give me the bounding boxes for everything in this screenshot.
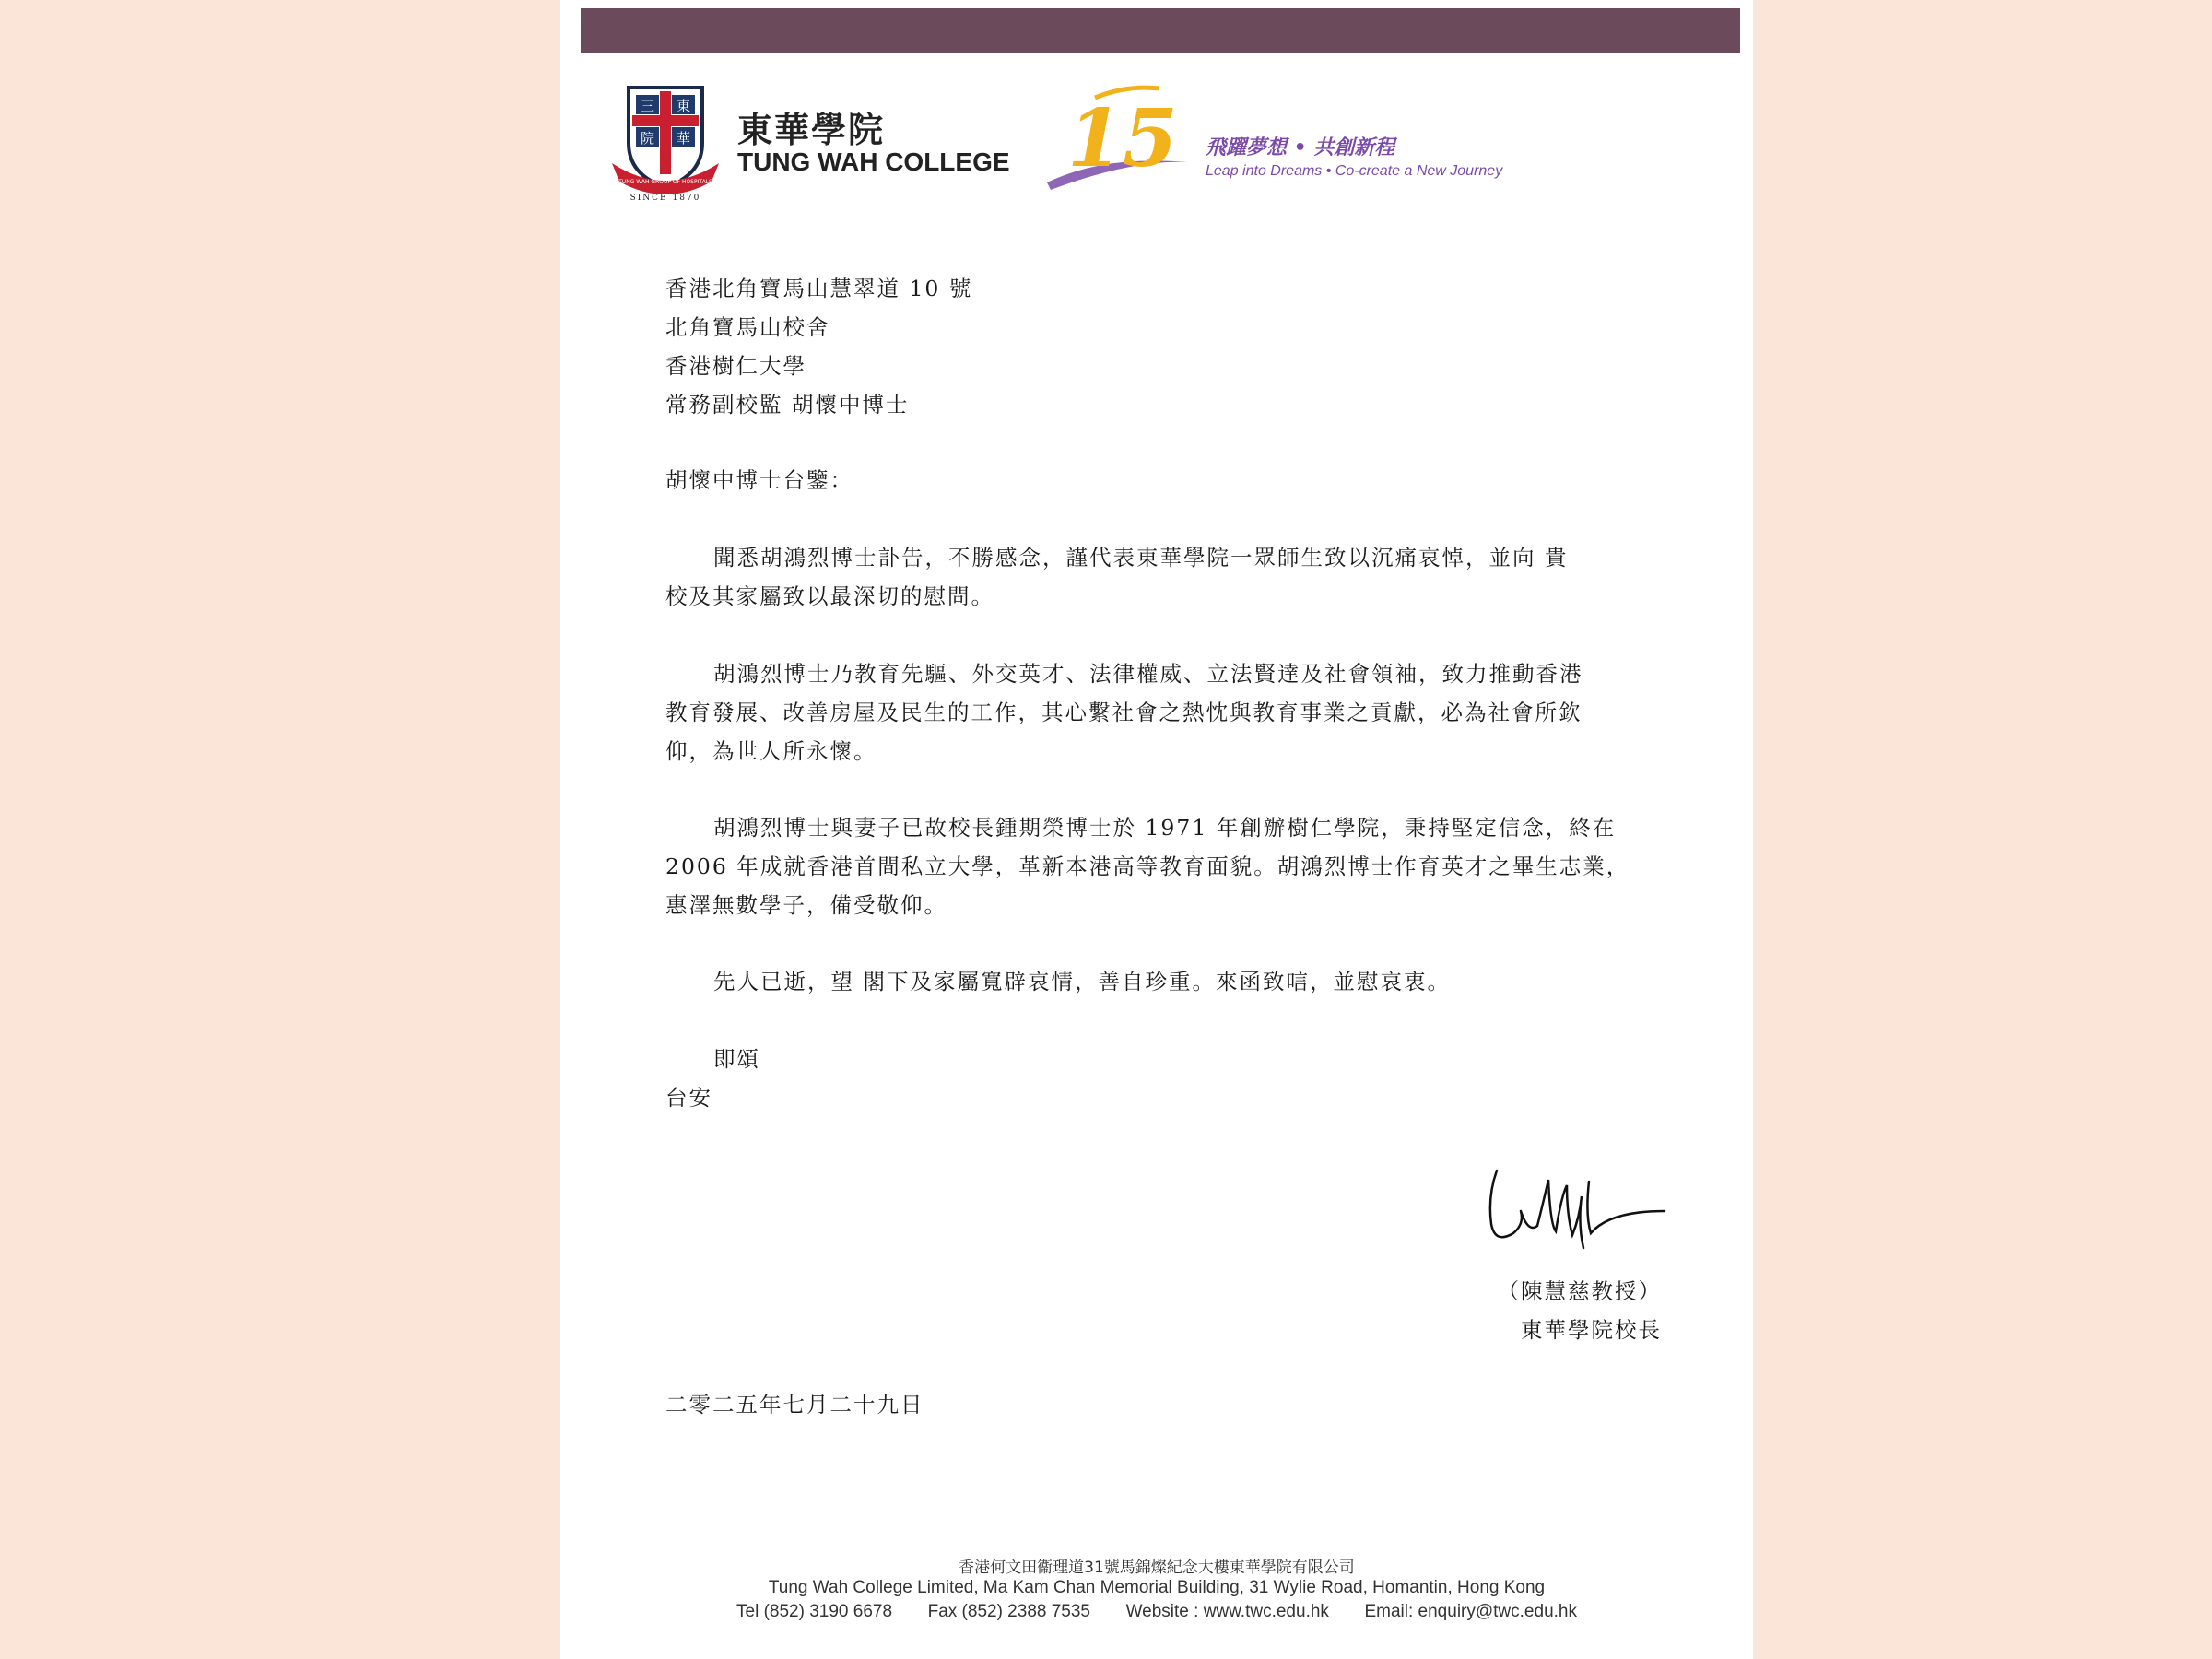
address-line: 香港樹仁大學 (665, 353, 806, 379)
crest-char-2: 東 (676, 98, 691, 114)
anniversary-number: 15 (1067, 92, 1178, 185)
footer-address-chinese: 香港何文田衞理道31號馬錦燦紀念大樓東華學院有限公司 (959, 1559, 1355, 1577)
crest-since-text: SINCE 1870 (629, 194, 701, 203)
paragraph-tribute (665, 654, 1652, 771)
paragraph-line: 惠澤無數學子，備受敬仰。 (665, 892, 947, 918)
crest-char-1: 三 (640, 98, 655, 114)
address-line: 香港北角寶馬山慧翠道 10 號 (665, 276, 973, 301)
paragraph-line: 2006 年成就香港首間私立大學，革新本港高等教育面貌。胡鴻烈博士作育英才之畢生志業， (665, 853, 1630, 879)
letter-date: 二零二五年七月二十九日 (665, 1392, 924, 1418)
college-name-chinese: 東華學院 (737, 110, 886, 150)
footer-email-link[interactable]: Email: enquiry@twc.edu.hk (1364, 1602, 1577, 1621)
paragraph-line: 胡鴻烈博士與妻子已故校長鍾期榮博士於 1971 年創辦樹仁學院，秉持堅定信念，終在 (713, 815, 1617, 841)
paragraph-closing (665, 962, 1652, 1001)
address-line: 北角寶馬山校舍 (665, 314, 830, 340)
footer-website-link[interactable]: Website : www.twc.edu.hk (1125, 1602, 1329, 1621)
paragraph-line: 仰，為世人所永懷。 (665, 738, 877, 764)
footer-address-english: Tung Wah College Limited, Ma Kam Chan Memorial Building, 31 Wylie Road, Homantin, Hong Kong (768, 1578, 1546, 1597)
letter-page (560, 0, 1753, 1659)
paragraph-line: 教育發展、改善房屋及民生的工作，其心繫社會之熱忱與教育事業之貢獻，必為社會所欽 (665, 700, 1583, 725)
paragraph-history (665, 808, 1652, 924)
paragraph-condolence (665, 538, 1652, 616)
college-crest-icon (608, 78, 723, 203)
signer-title: 東華學院校長 (1521, 1317, 1662, 1343)
address-line: 常務副校監 胡懷中博士 (665, 392, 910, 418)
closing-line-1: 即頌 (713, 1046, 760, 1072)
crest-char-3: 院 (640, 130, 655, 147)
crest-char-4: 華 (676, 130, 691, 147)
footer-tel: Tel (852) 3190 6678 (736, 1602, 893, 1621)
recipient-address (665, 269, 1652, 424)
slogan-english: Leap into Dreams • Co-create a New Journey (1206, 163, 1503, 179)
header-color-bar (581, 8, 1740, 53)
signature (1471, 1159, 1683, 1261)
anniversary-logo (1040, 81, 1196, 196)
paragraph-line: 胡鴻烈博士乃教育先驅、外交英才、法律權威、立法賢達及社會領袖，致力推動香港 (713, 661, 1583, 687)
salutation: 胡懷中博士台鑒： (665, 467, 853, 493)
crest-ribbon-text: TUNG WAH GROUP OF HOSPITALS (618, 179, 712, 185)
college-name-english: TUNG WAH COLLEGE (737, 147, 1010, 176)
paragraph-line: 先人已逝，望 閣下及家屬寬辟哀情，善自珍重。來函致唁，並慰哀衷。 (713, 969, 1451, 994)
paragraph-line: 聞悉胡鴻烈博士訃告，不勝感念，謹代表東華學院一眾師生致以沉痛哀悼，並向 貴 (713, 545, 1569, 571)
footer-contact (560, 1602, 1753, 1622)
paragraph-line: 校及其家屬致以最深切的慰問。 (665, 583, 994, 609)
footer-fax: Fax (852) 2388 7535 (927, 1602, 1090, 1621)
signer-name: （陳慧慈教授） (1497, 1278, 1662, 1304)
closing-line-2: 台安 (665, 1085, 712, 1111)
slogan-chinese: 飛躍夢想 • 共創新程 (1206, 136, 1395, 159)
